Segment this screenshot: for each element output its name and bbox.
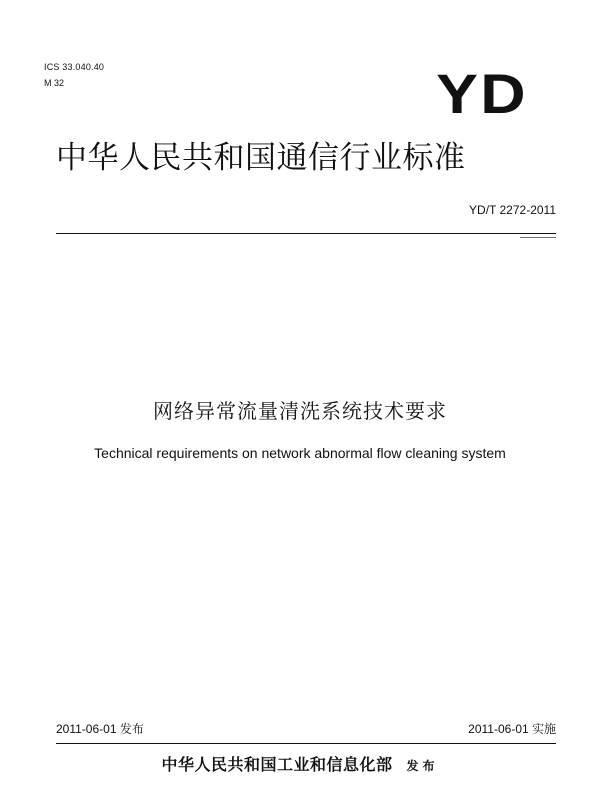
publish-date: 2011-06-01 发布 (56, 722, 144, 736)
standard-category-title: 中华人民共和国通信行业标准 (56, 140, 466, 176)
yd-logo: YD (436, 62, 528, 125)
standard-number: YD/T 2272-2011 (469, 203, 556, 217)
issuer-name: 中华人民共和国工业和信息化部 (161, 755, 393, 774)
header-divider-accent (520, 237, 556, 238)
issuer-action: 发布 (406, 759, 439, 773)
document-title-english: Technical requirements on network abnormal flow cleaning system (94, 445, 506, 461)
ics-code: ICS 33.040.40 (44, 62, 105, 72)
document-title-chinese: 网络异常流量清洗系统技术要求 (153, 399, 447, 423)
header-divider (56, 233, 556, 234)
issuer-row (0, 752, 600, 775)
classification-code: M 32 (44, 78, 65, 88)
footer-divider (56, 743, 556, 744)
implementation-date: 2011-06-01 实施 (468, 722, 556, 736)
